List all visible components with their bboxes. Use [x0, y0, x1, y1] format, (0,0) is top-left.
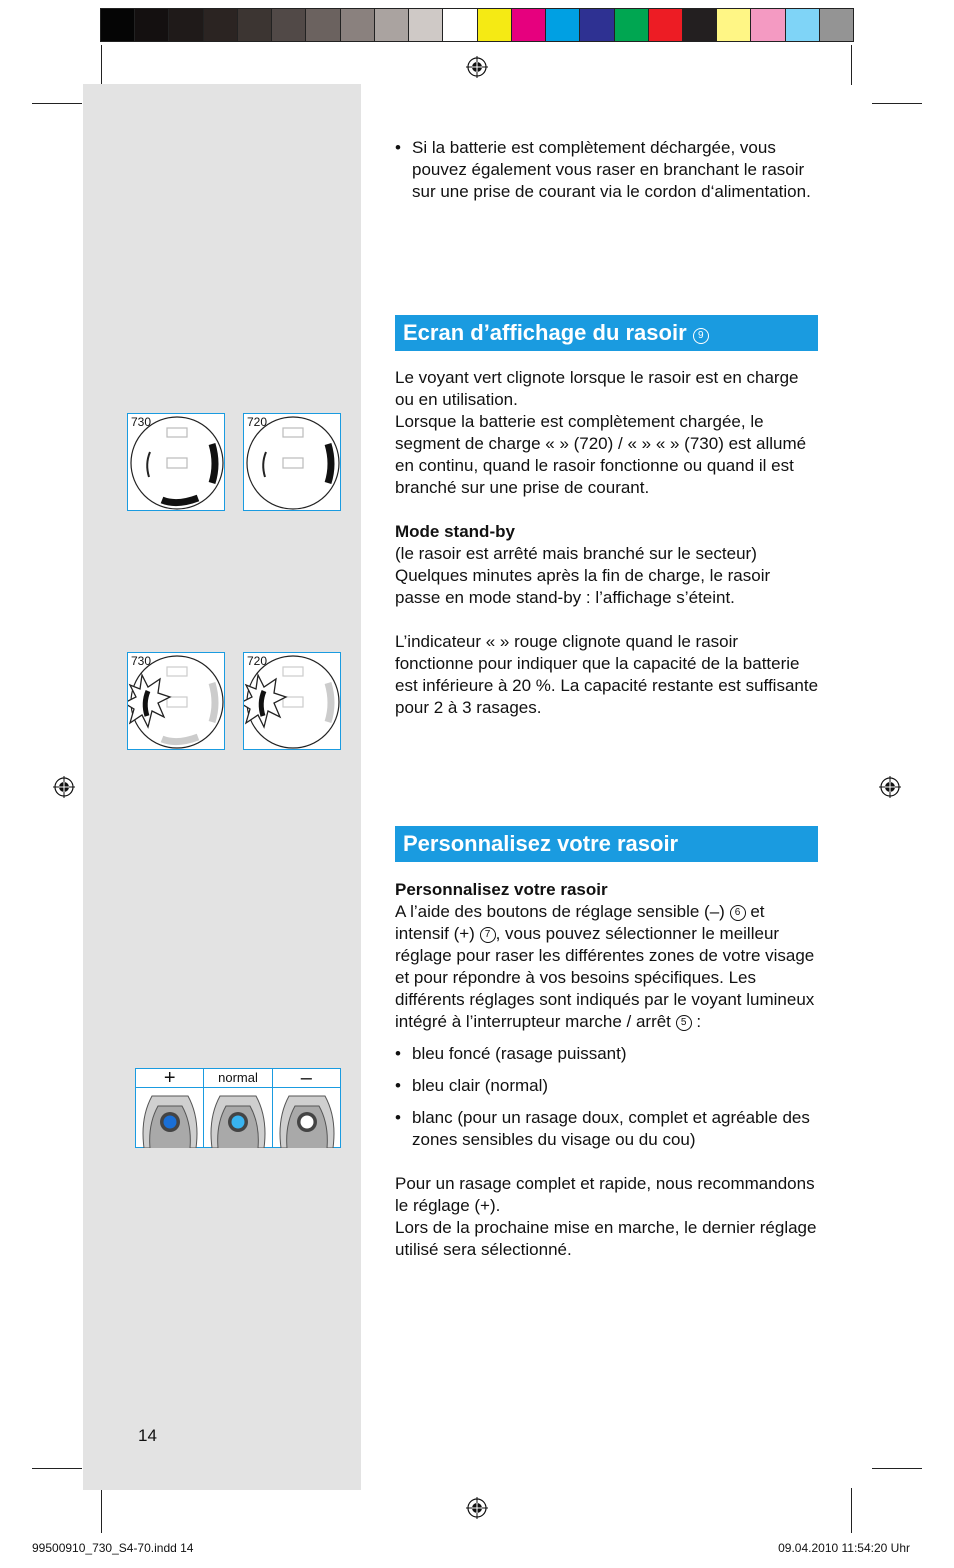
paragraph: Quelques minutes après la fin de charge, le rasoir passe en mode stand-by : l’affichage s’éteint.: [395, 566, 771, 607]
crop-mark: [851, 45, 852, 85]
color-swatch: [820, 9, 853, 41]
registration-mark-icon: [466, 56, 488, 78]
color-swatch: [272, 9, 306, 41]
reference-number: 7: [480, 927, 496, 943]
crop-mark: [32, 103, 82, 104]
reference-number: 6: [730, 905, 746, 921]
color-swatch: [409, 9, 443, 41]
paragraph: Lors de la prochaine mise en marche, le dernier réglage utilisé sera sélectionné.: [395, 1218, 817, 1259]
color-swatch: [717, 9, 751, 41]
setting-plus: [136, 1069, 204, 1147]
color-swatch: [341, 9, 375, 41]
section-heading-display: [395, 315, 818, 351]
display-figure-730-charged: [127, 413, 225, 511]
switch-led-icon: [273, 1088, 341, 1148]
color-swatch: [135, 9, 169, 41]
model-label: 720: [247, 654, 268, 668]
section-title: Personnalisez votre rasoir: [403, 831, 679, 856]
color-calibration-bar: [100, 8, 854, 42]
color-swatch: [615, 9, 649, 41]
subheading: Personnalisez votre rasoir: [395, 880, 608, 899]
section-title: Ecran d’affichage du rasoir: [403, 320, 687, 345]
paragraph: Lorsque la batterie est complètement chargée, le segment de charge « » (720) / « » « » (730) est allumé en continu, quand le rasoir fonctionne ou quand il est branché sur une prise de courant.: [395, 412, 807, 497]
model-label: 730: [131, 654, 152, 668]
setting-label: –: [273, 1069, 340, 1088]
crop-mark: [101, 45, 102, 85]
setting-minus: [273, 1069, 340, 1147]
left-margin-panel: [83, 84, 361, 1490]
color-swatch: [101, 9, 135, 41]
display-figure-730-low: [127, 652, 225, 750]
color-swatch: [204, 9, 238, 41]
paragraph: [395, 901, 820, 1033]
color-swatch: [546, 9, 580, 41]
setting-label: normal: [204, 1069, 271, 1088]
text-run: , vous pouvez sélectionner le meilleur réglage pour raser les différentes zones de votre visage et pour répondre à vos besoins spécifiques. Les différents réglages sont indiqués par le voyant lumineux intégré à l’interrupteur marche / arrêt: [395, 924, 815, 1031]
text-run: :: [696, 1012, 702, 1031]
text-run: A l’aide des boutons de réglage sensible (–): [395, 902, 725, 921]
section-heading-personalize: [395, 826, 818, 862]
section-body-display: [395, 367, 820, 719]
bullet-item: • bleu clair (normal): [395, 1075, 820, 1097]
shaver-display-icon: [244, 653, 342, 751]
crop-mark: [32, 1468, 82, 1469]
setting-label: +: [136, 1069, 203, 1088]
top-bullet: [395, 137, 820, 203]
crop-mark: [101, 1488, 102, 1533]
color-swatch: [238, 9, 272, 41]
shaver-display-icon: [128, 653, 226, 751]
bullet-item: • blanc (pour un rasage doux, complet et agréable des zones sensibles du visage ou du cou): [395, 1107, 820, 1151]
setting-normal: [204, 1069, 272, 1147]
reference-number: 9: [693, 328, 709, 344]
color-swatch: [580, 9, 614, 41]
display-figure-720-charged: [243, 413, 341, 511]
text-run: et intensif (+): [395, 902, 765, 943]
paragraph: (le rasoir est arrêté mais branché sur le secteur): [395, 544, 757, 563]
footer-filename: 99500910_730_S4-70.indd 14: [32, 1541, 194, 1555]
display-figure-720-low: [243, 652, 341, 750]
paragraph: Pour un rasage complet et rapide, nous recommandons le réglage (+).: [395, 1174, 815, 1215]
color-swatch: [512, 9, 546, 41]
color-swatch: [786, 9, 820, 41]
model-label: 720: [247, 415, 268, 429]
registration-mark-icon: [53, 776, 75, 798]
section-body-personalize: [395, 879, 820, 1261]
color-swatch: [375, 9, 409, 41]
switch-led-icon: [136, 1088, 204, 1148]
footer-timestamp: 09.04.2010 11:54:20 Uhr: [778, 1541, 910, 1555]
registration-mark-icon: [466, 1497, 488, 1519]
crop-mark: [851, 1488, 852, 1533]
standby-heading: Mode stand-by: [395, 522, 515, 541]
color-swatch: [443, 9, 477, 41]
model-label: 730: [131, 415, 152, 429]
color-swatch: [169, 9, 203, 41]
shaver-display-icon: [128, 414, 226, 512]
color-swatch: [683, 9, 717, 41]
color-swatch: [751, 9, 785, 41]
color-swatch: [478, 9, 512, 41]
reference-number: 5: [676, 1015, 692, 1031]
crop-mark: [872, 1468, 922, 1469]
paragraph: L’indicateur « » rouge clignote quand le rasoir fonctionne pour indiquer que la capacité de la batterie est inférieure à 20 %. La capacité restante est suffisante pour 2 à 3 rasages.: [395, 632, 819, 717]
page-number: 14: [138, 1426, 157, 1445]
shaver-display-icon: [244, 414, 342, 512]
registration-mark-icon: [879, 776, 901, 798]
color-swatch: [649, 9, 683, 41]
color-swatch: [306, 9, 340, 41]
bullet-text: • Si la batterie est complètement déchargée, vous pouvez également vous raser en branchant le rasoir sur une prise de courant via le cordon d‘alimentation.: [395, 137, 820, 203]
intensity-settings-figure: [135, 1068, 341, 1148]
paragraph: Le voyant vert clignote lorsque le rasoir est en charge ou en utilisation.: [395, 368, 799, 409]
switch-led-icon: [204, 1088, 272, 1148]
crop-mark: [872, 103, 922, 104]
bullet-item: • bleu foncé (rasage puissant): [395, 1043, 820, 1065]
